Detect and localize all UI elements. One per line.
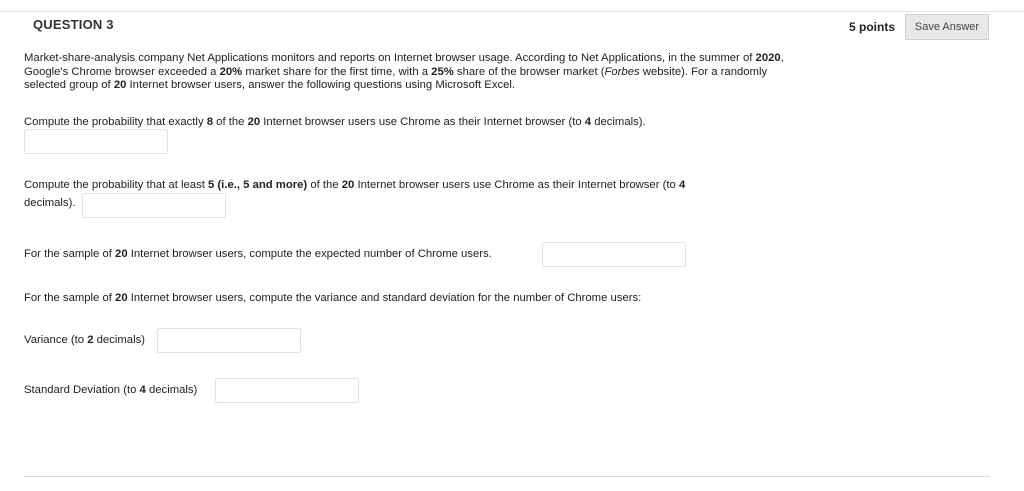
answer-field-at-least-5[interactable] [82, 193, 226, 218]
answer-field-variance[interactable] [157, 328, 301, 353]
answer-field-expected-number[interactable] [542, 242, 686, 267]
question-intro: Market-share-analysis company Net Applications monitors and reports on Internet browser usage. According to Net Applications, in the summer of 2020, Google's Chrome browser exceeded a 20% market share for the first time, with a 25% share of the browser market (Forbes website). For a randomly selected group of 20 Internet browser users, answer the following questions using Microsoft Excel. [24, 52, 784, 91]
points-label: 5 points [849, 20, 896, 34]
prompt-exactly-8: Compute the probability that exactly 8 of the 20 Internet browser users use Chrome as their Internet browser (to 4 decimals). [24, 116, 646, 128]
prompt-at-least-5: Compute the probability that at least 5 (i.e., 5 and more) of the 20 Internet browser users use Chrome as their Internet browser (to 4 decimals). [24, 179, 686, 209]
top-divider [0, 11, 1024, 12]
answer-field-stdev[interactable] [215, 378, 359, 403]
prompt-expected-number: For the sample of 20 Internet browser users, compute the expected number of Chrome users. [24, 248, 492, 260]
question-title: QUESTION 3 [33, 17, 114, 32]
answer-field-exactly-8[interactable] [24, 129, 168, 154]
save-answer-button[interactable]: Save Answer [905, 14, 989, 40]
variance-label: Variance (to 2 decimals) [24, 334, 145, 346]
bottom-divider [24, 476, 990, 477]
stdev-label: Standard Deviation (to 4 decimals) [24, 384, 198, 396]
prompt-variance-stdev: For the sample of 20 Internet browser users, compute the variance and standard deviation for the number of Chrome users: [24, 292, 642, 304]
